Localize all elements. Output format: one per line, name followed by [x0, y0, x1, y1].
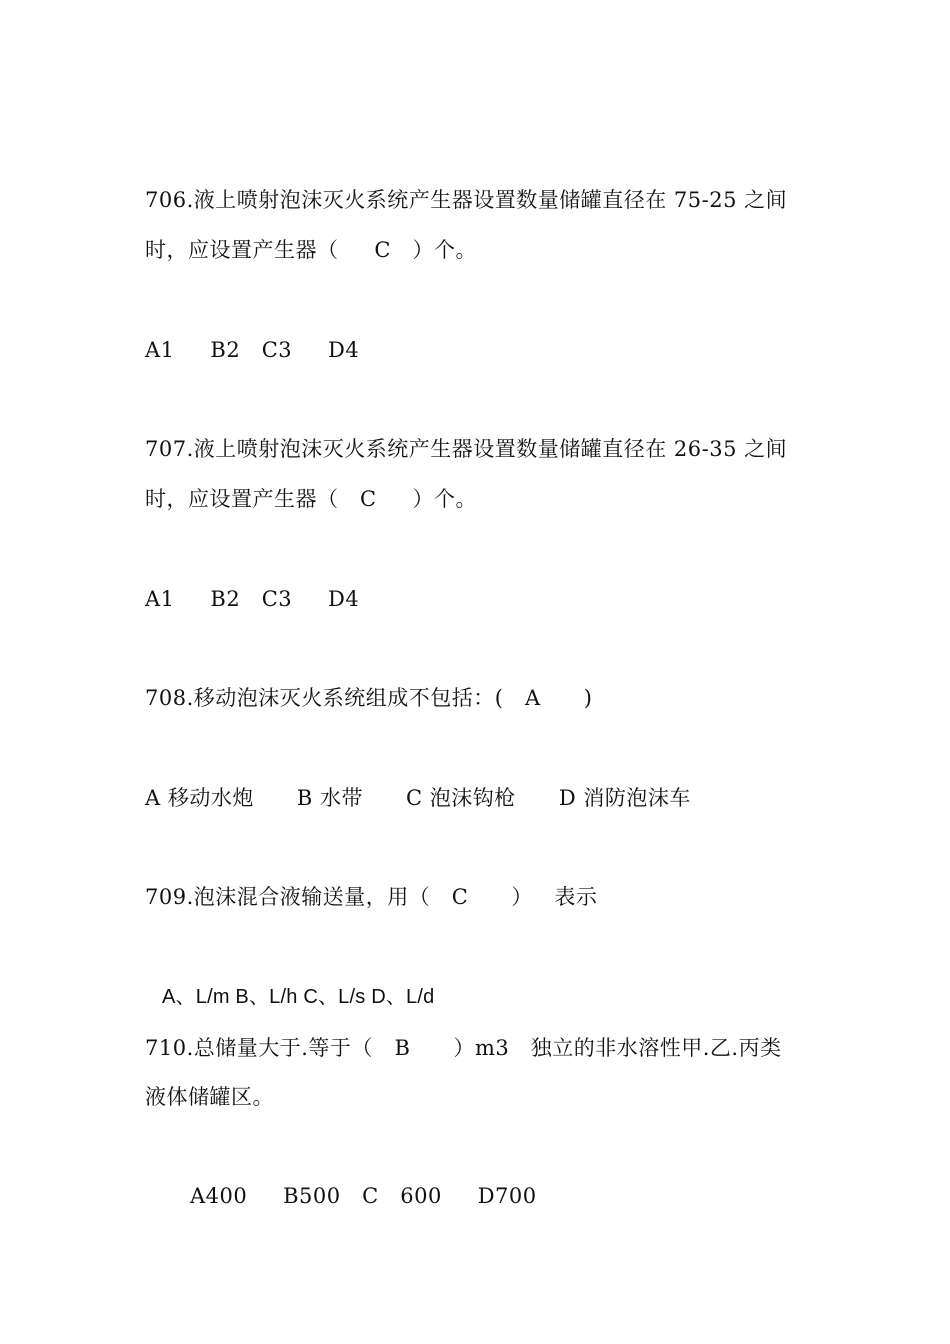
- question-707-line-1: 707.液上喷射泡沫灭火系统产生器设置数量储罐直径在 26-35 之间: [145, 437, 788, 461]
- question-706-options: A1 B2 C3 D4: [145, 338, 360, 362]
- question-710-options: A400 B500 C 600 D700: [190, 1184, 537, 1208]
- question-709-line-1: 709.泡沫混合液输送量，用（ C ） 表示: [145, 885, 598, 909]
- question-708-options: A 移动水炮 B 水带 C 泡沫钩枪 D 消防泡沫车: [145, 786, 691, 810]
- question-706-line-1: 706.液上喷射泡沫灭火系统产生器设置数量储罐直径在 75-25 之间: [145, 188, 788, 212]
- question-709-options: A、L/m B、L/h C、L/s D、L/d: [162, 986, 435, 1008]
- question-706-line-2: 时，应设置产生器（ C ）个。: [145, 238, 477, 262]
- question-710-line-1: 710.总储量大于.等于（ B ）m3 独立的非水溶性甲.乙.丙类: [145, 1036, 782, 1060]
- question-708-line-1: 708.移动泡沫灭火系统组成不包括：( A ): [145, 686, 593, 710]
- question-710-line-2: 液体储罐区。: [145, 1085, 274, 1109]
- question-707-options: A1 B2 C3 D4: [145, 587, 360, 611]
- question-707-line-2: 时，应设置产生器（ C ）个。: [145, 487, 477, 511]
